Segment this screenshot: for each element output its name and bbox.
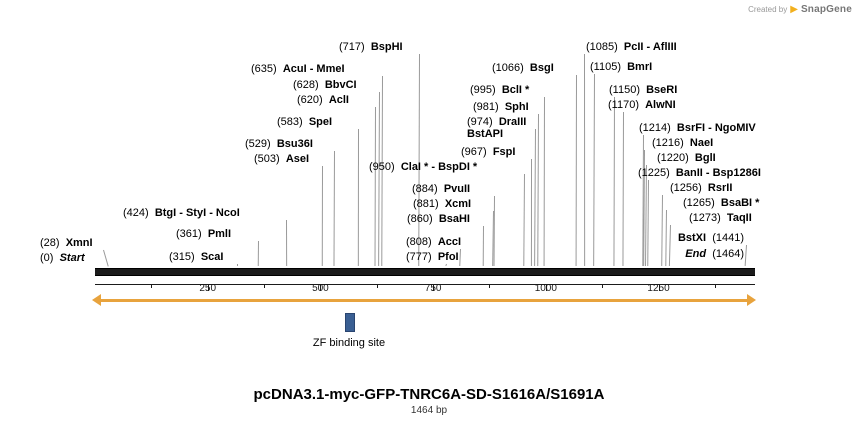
site-leader-line <box>576 75 577 266</box>
ruler-tick-label: 1250 <box>647 283 670 294</box>
restriction-site-label[interactable] <box>40 252 85 264</box>
restriction-site-name: BglI <box>694 152 716 164</box>
site-leader-line <box>258 241 259 266</box>
restriction-site-name: BseRI <box>646 84 678 96</box>
restriction-site-position: (1441) <box>712 232 744 244</box>
restriction-site-label[interactable] <box>609 84 677 96</box>
restriction-site-label[interactable] <box>461 146 515 158</box>
restriction-site-label[interactable] <box>467 116 526 140</box>
restriction-site-label[interactable] <box>608 99 676 111</box>
site-leader-line <box>322 166 323 266</box>
restriction-site-label[interactable] <box>406 251 459 263</box>
restriction-site-name: SphI <box>504 101 529 113</box>
restriction-site-name: BtgI - StyI - NcoI <box>154 207 240 219</box>
site-leader-line <box>333 151 335 266</box>
restriction-site-name: End <box>685 248 707 260</box>
site-leader-line <box>593 74 595 266</box>
restriction-site-label[interactable] <box>245 138 313 150</box>
ruler-tick-label: 250 <box>199 283 217 294</box>
restriction-site-label[interactable] <box>406 236 461 248</box>
restriction-site-name: BstXI <box>677 232 707 244</box>
ruler-minor-tick <box>489 284 490 288</box>
restriction-site-position: (583) <box>277 116 303 128</box>
restriction-site-label[interactable] <box>470 84 529 96</box>
site-leader-line <box>523 174 525 266</box>
site-leader-line <box>103 250 109 266</box>
restriction-site-label[interactable] <box>590 61 652 73</box>
ruler-minor-tick <box>377 284 378 288</box>
restriction-site-label[interactable] <box>297 94 349 106</box>
site-leader-line <box>647 180 649 266</box>
restriction-site-name: RsrII <box>707 182 733 194</box>
restriction-site-position: (717) <box>339 41 365 53</box>
snapgene-wordmark: SnapGene <box>800 4 852 15</box>
restriction-site-position: (981) <box>473 101 499 113</box>
restriction-site-label[interactable] <box>251 63 345 75</box>
site-leader-line <box>286 220 287 266</box>
restriction-site-position: (620) <box>297 94 323 106</box>
restriction-site-label[interactable] <box>678 232 744 244</box>
site-leader-line <box>418 54 420 266</box>
site-leader-line <box>534 129 536 266</box>
site-leader-line <box>537 114 539 266</box>
restriction-site-position: (1464) <box>712 248 744 260</box>
restriction-site-position: (995) <box>470 84 496 96</box>
restriction-site-label[interactable] <box>683 197 759 209</box>
sequence-length: 1464 bp <box>410 405 448 416</box>
restriction-site-name: BsrFI - NgoMIV <box>676 122 756 134</box>
ruler-minor-tick <box>151 284 152 288</box>
site-leader-line <box>544 97 545 266</box>
restriction-site-label[interactable] <box>473 101 529 113</box>
ruler-tick-label: 500 <box>312 283 329 294</box>
site-leader-line <box>669 225 671 266</box>
site-leader-line <box>459 249 461 266</box>
restriction-site-name: BclI * <box>501 84 530 96</box>
site-leader-line <box>745 245 747 266</box>
restriction-site-label[interactable] <box>685 248 744 260</box>
restriction-site-label[interactable] <box>369 161 477 173</box>
restriction-site-position: (1170) <box>608 99 639 111</box>
restriction-site-name: BbvCI <box>324 79 357 91</box>
restriction-site-position: (1220) <box>657 152 689 164</box>
restriction-site-name: PvuII <box>443 183 471 195</box>
restriction-site-label[interactable] <box>277 116 332 128</box>
restriction-site-name: TaqII <box>726 212 752 224</box>
restriction-site-label[interactable] <box>492 62 554 74</box>
restriction-site-label[interactable] <box>638 167 761 179</box>
site-leader-line <box>378 92 380 266</box>
snapgene-logo-icon: ▶ <box>790 3 798 15</box>
restriction-site-name: PfoI <box>437 251 459 263</box>
restriction-site-position: (1265) <box>683 197 715 209</box>
restriction-site-name: AccI <box>437 236 462 248</box>
site-leader-line <box>661 195 663 266</box>
restriction-site-position: (884) <box>412 183 438 195</box>
restriction-site-name: AlwNI <box>645 99 676 111</box>
site-leader-line <box>375 107 376 266</box>
restriction-site-position: (967) <box>461 146 487 158</box>
restriction-site-label[interactable] <box>339 41 403 53</box>
site-leader-line <box>494 196 495 266</box>
restriction-site-name: BspHI <box>370 41 403 53</box>
restriction-site-position: (361) <box>176 228 202 240</box>
restriction-site-position: (503) <box>254 153 280 165</box>
restriction-site-position: (1214) <box>639 122 671 134</box>
restriction-site-label[interactable] <box>123 207 240 219</box>
ruler-minor-tick <box>602 284 603 288</box>
site-leader-line <box>358 129 359 266</box>
restriction-site-name: AclI <box>328 94 349 106</box>
restriction-site-position: (0) <box>40 252 54 264</box>
zf-binding-site-feature[interactable] <box>345 313 355 332</box>
restriction-site-name: BsaHI <box>438 213 470 225</box>
restriction-site-position: (860) <box>407 213 433 225</box>
restriction-site-position: (424) <box>123 207 149 219</box>
restriction-site-name: BsgI <box>529 62 554 74</box>
restriction-site-label[interactable] <box>169 251 223 263</box>
restriction-site-position: (1085) <box>586 41 618 53</box>
orf-arrow-body[interactable] <box>99 299 749 302</box>
restriction-site-name: FspI <box>492 146 516 158</box>
restriction-site-position: (28) <box>40 237 60 249</box>
restriction-site-name: XmnI <box>65 237 93 249</box>
restriction-site-position: (1066) <box>492 62 524 74</box>
restriction-site-position: (1150) <box>609 84 640 96</box>
restriction-site-position: (1105) <box>590 61 621 73</box>
site-leader-line <box>237 264 238 266</box>
restriction-site-position: (635) <box>251 63 277 75</box>
restriction-site-position: (1225) <box>638 167 670 179</box>
restriction-site-label[interactable] <box>412 183 470 195</box>
ruler-tick-label: 1000 <box>534 283 557 294</box>
restriction-site-label[interactable] <box>40 237 93 249</box>
restriction-site-name: ScaI <box>200 251 224 263</box>
ruler-tick-label: 750 <box>424 283 442 294</box>
restriction-site-position: (777) <box>406 251 432 263</box>
restriction-site-name: PcII - AflIII <box>623 41 677 53</box>
restriction-site-label[interactable] <box>586 41 677 53</box>
restriction-site-position: (1273) <box>689 212 721 224</box>
restriction-site-position: (529) <box>245 138 271 150</box>
restriction-site-position: (1216) <box>652 137 684 149</box>
page-title: pcDNA3.1-myc-GFP-TNRC6A-SD-S1616A/S1691A <box>253 386 605 403</box>
sequence-backbone[interactable] <box>95 268 755 276</box>
ruler-minor-tick <box>264 284 265 288</box>
restriction-site-label[interactable] <box>293 79 357 91</box>
restriction-site-label[interactable] <box>176 228 231 240</box>
site-leader-line <box>584 54 585 266</box>
restriction-site-label[interactable] <box>670 182 732 194</box>
restriction-site-position: (808) <box>406 236 432 248</box>
orf-arrow-right-head <box>747 294 756 306</box>
restriction-site-position: (628) <box>293 79 319 91</box>
snapgene-branding <box>748 4 852 15</box>
created-by-label: Created by <box>748 5 788 14</box>
restriction-site-label[interactable] <box>254 153 309 165</box>
site-leader-line <box>483 226 484 266</box>
restriction-site-name: NaeI <box>689 137 714 149</box>
site-leader-line <box>665 210 667 266</box>
site-leader-line <box>445 264 447 266</box>
restriction-site-label[interactable] <box>657 152 716 164</box>
restriction-site-name: AcuI - MmeI <box>282 63 345 75</box>
restriction-site-position: (974) <box>467 116 493 128</box>
restriction-site-position: (881) <box>413 198 439 210</box>
ruler-minor-tick <box>715 284 716 288</box>
restriction-site-position: (1256) <box>670 182 702 194</box>
restriction-site-name: BmrI <box>627 61 653 73</box>
restriction-site-name: XcmI <box>444 198 472 210</box>
restriction-site-label[interactable] <box>407 213 470 225</box>
zf-binding-site-label: ZF binding site <box>312 337 386 349</box>
restriction-site-name: BanII - Bsp1286I <box>675 167 761 179</box>
restriction-site-name: SpeI <box>308 116 333 128</box>
restriction-site-name: PmlI <box>207 228 232 240</box>
restriction-site-name: ClaI * - BspDI * <box>400 161 478 173</box>
restriction-site-label[interactable] <box>689 212 752 224</box>
restriction-site-name: AseI <box>285 153 310 165</box>
site-leader-line <box>531 159 532 266</box>
restriction-site-position: (950) <box>369 161 395 173</box>
site-leader-line <box>613 97 615 266</box>
restriction-site-name: DraIII BstAPI <box>467 116 527 140</box>
restriction-site-name: Bsu36I <box>276 138 313 150</box>
restriction-site-name: Start <box>59 252 85 264</box>
restriction-site-label[interactable] <box>413 198 471 210</box>
restriction-site-position: (315) <box>169 251 195 263</box>
site-leader-line <box>622 112 624 266</box>
restriction-site-name: BsaBI * <box>720 197 760 209</box>
restriction-site-label[interactable] <box>652 137 713 149</box>
restriction-site-label[interactable] <box>639 122 756 134</box>
